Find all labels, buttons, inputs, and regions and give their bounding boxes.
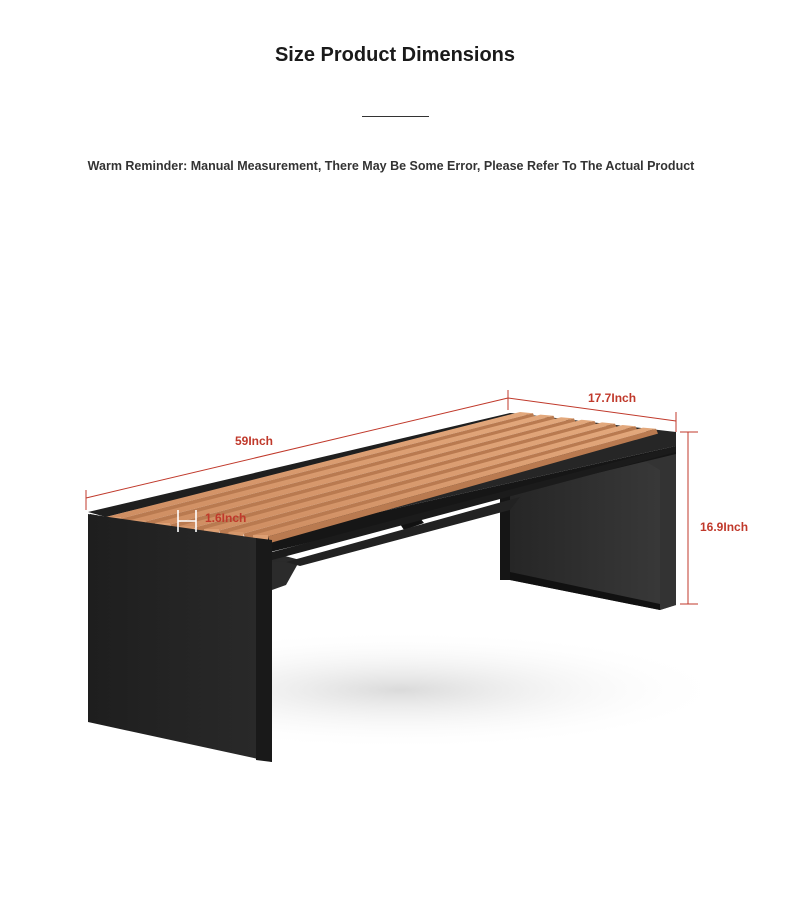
- width-label: 17.7Inch: [588, 391, 637, 405]
- slat-height-label: 1.6Inch: [205, 511, 247, 525]
- warm-reminder-text: Warm Reminder: Manual Measurement, There May Be Some Error, Please Refer To The Actual Product: [87, 159, 695, 173]
- page-title: Size Product Dimensions: [274, 44, 516, 66]
- length-label: 59Inch: [235, 434, 274, 448]
- height-label: 16.9Inch: [700, 520, 749, 534]
